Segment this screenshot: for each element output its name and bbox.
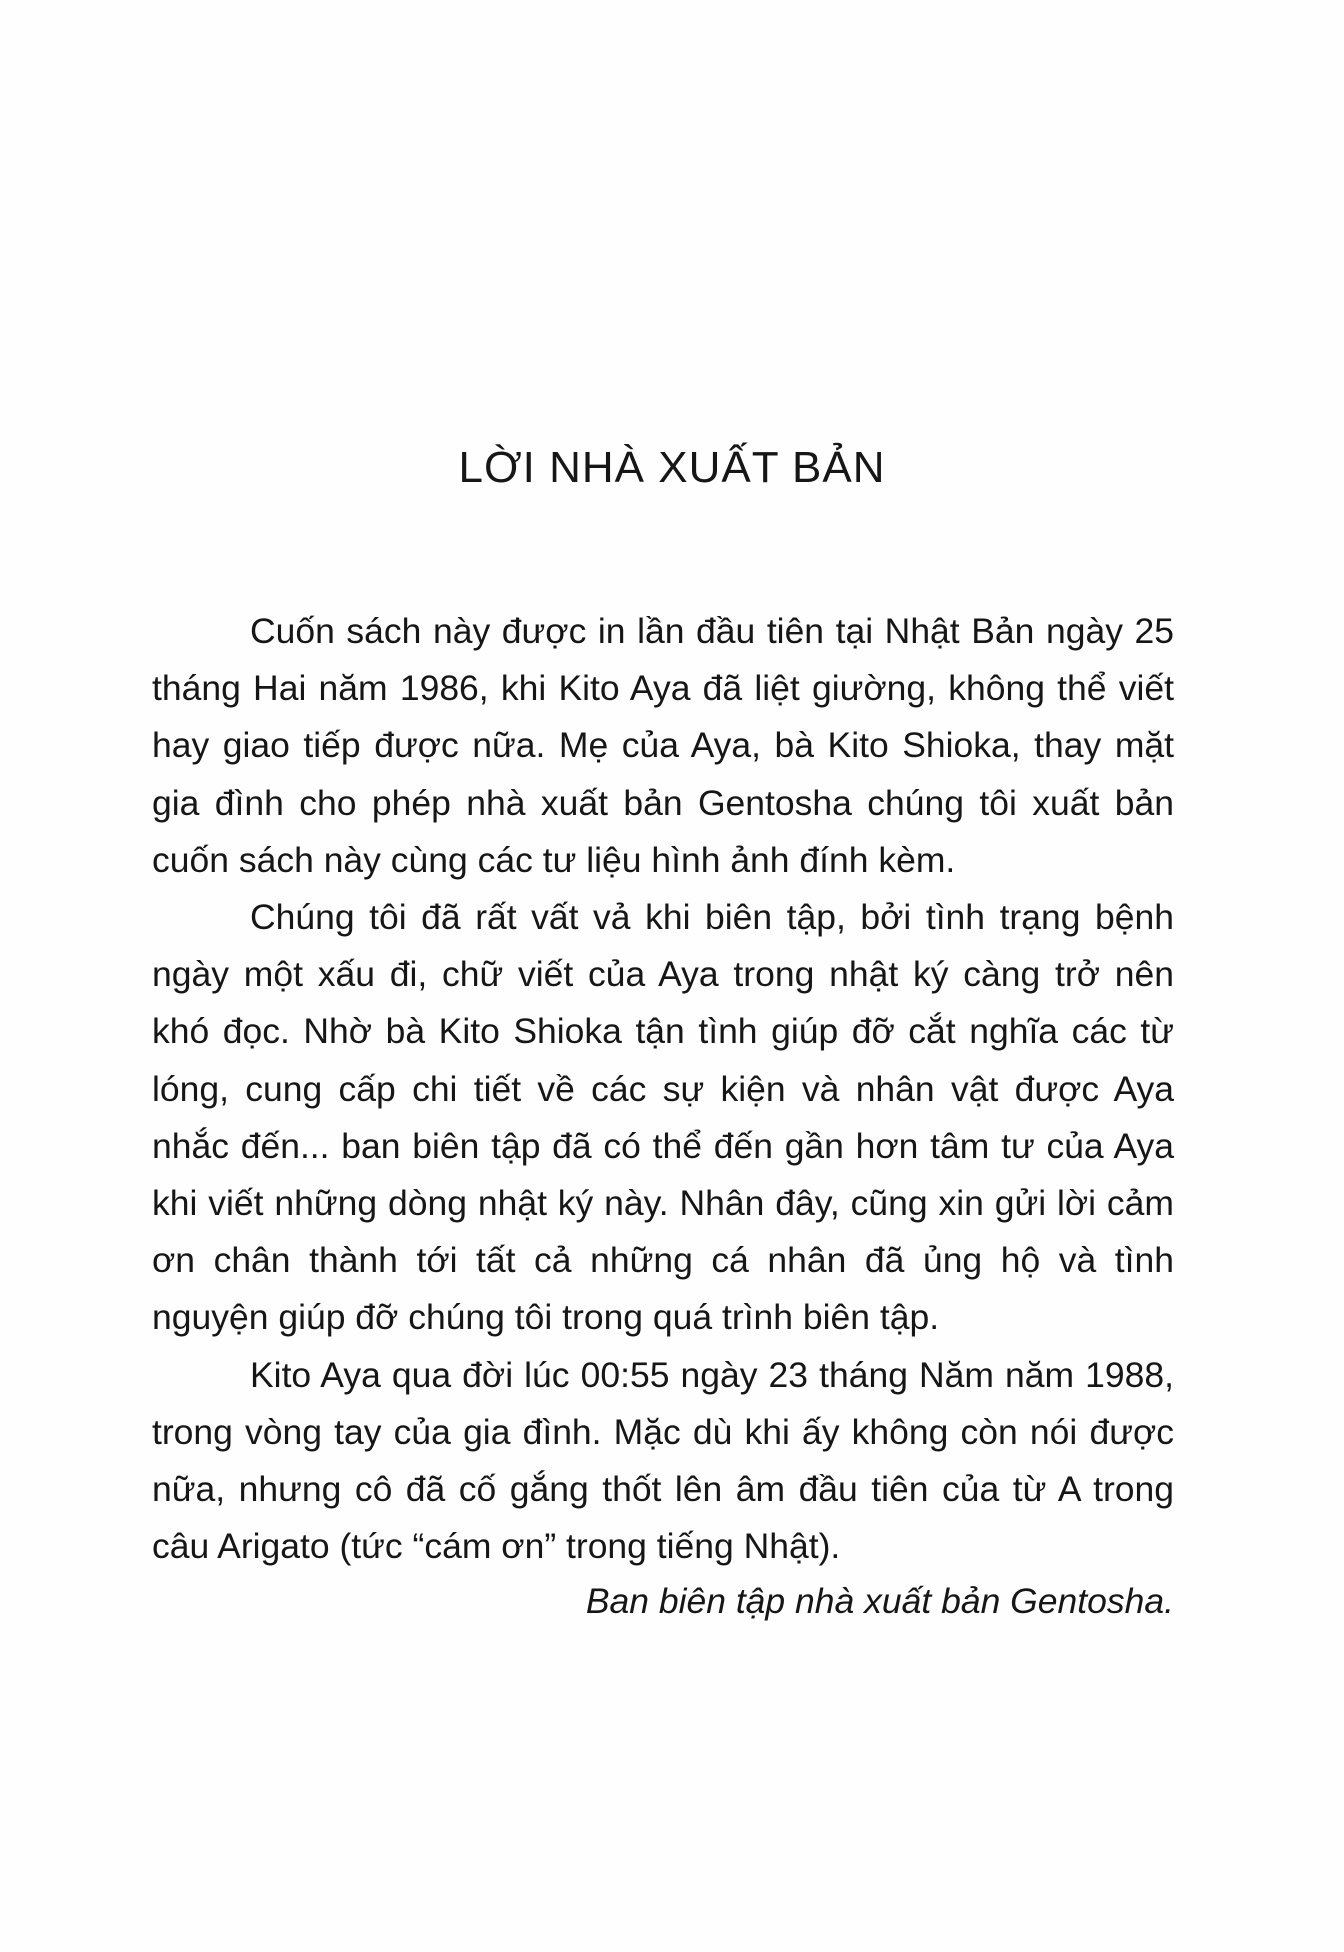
signature: Ban biên tập nhà xuất bản Gentosha. bbox=[585, 1581, 1174, 1621]
paragraph-1: Cuốn sách này được in lần đầu tiên tại Nhật Bản ngày 25 tháng Hai năm 1986, khi Kito Aya đã liệt giường, không thể viết hay giao tiếp được nữa. Mẹ của Aya, bà Kito Shioka, thay mặt gia đình cho phép nhà xuất bản Gentosha chúng tôi xuất bản cuốn sách này cùng các tư liệu hình ảnh đính kèm. bbox=[152, 611, 1174, 880]
paragraph-3: Kito Aya qua đời lúc 00:55 ngày 23 tháng Năm năm 1988, trong vòng tay của gia đình. Mặc dù khi ấy không còn nói được nữa, nhưng cô đã cố gắng thốt lên âm đầu tiên của từ A trong câu Arigato (tức “cám ơn” trong tiếng Nhật). bbox=[152, 1354, 1174, 1567]
page-title: LỜI NHÀ XUẤT BẢN bbox=[458, 443, 886, 492]
body-text bbox=[152, 603, 1174, 1575]
paragraph-2: Chúng tôi đã rất vất vả khi biên tập, bởi tình trạng bệnh ngày một xấu đi, chữ viết của Aya trong nhật ký càng trở nên khó đọc. Nhờ bà Kito Shioka tận tình giúp đỡ cắt nghĩa các từ lóng, cung cấp chi tiết về các sự kiện và nhân vật được Aya nhắc đến... ban biên tập đã có thể đến gần hơn tâm tư của Aya khi viết những dòng nhật ký này. Nhân đây, cũng xin gửi lời cảm ơn chân thành tới tất cả những cá nhân đã ủng hộ và tình nguyện giúp đỡ chúng tôi trong quá trình biên tập. bbox=[152, 897, 1174, 1338]
